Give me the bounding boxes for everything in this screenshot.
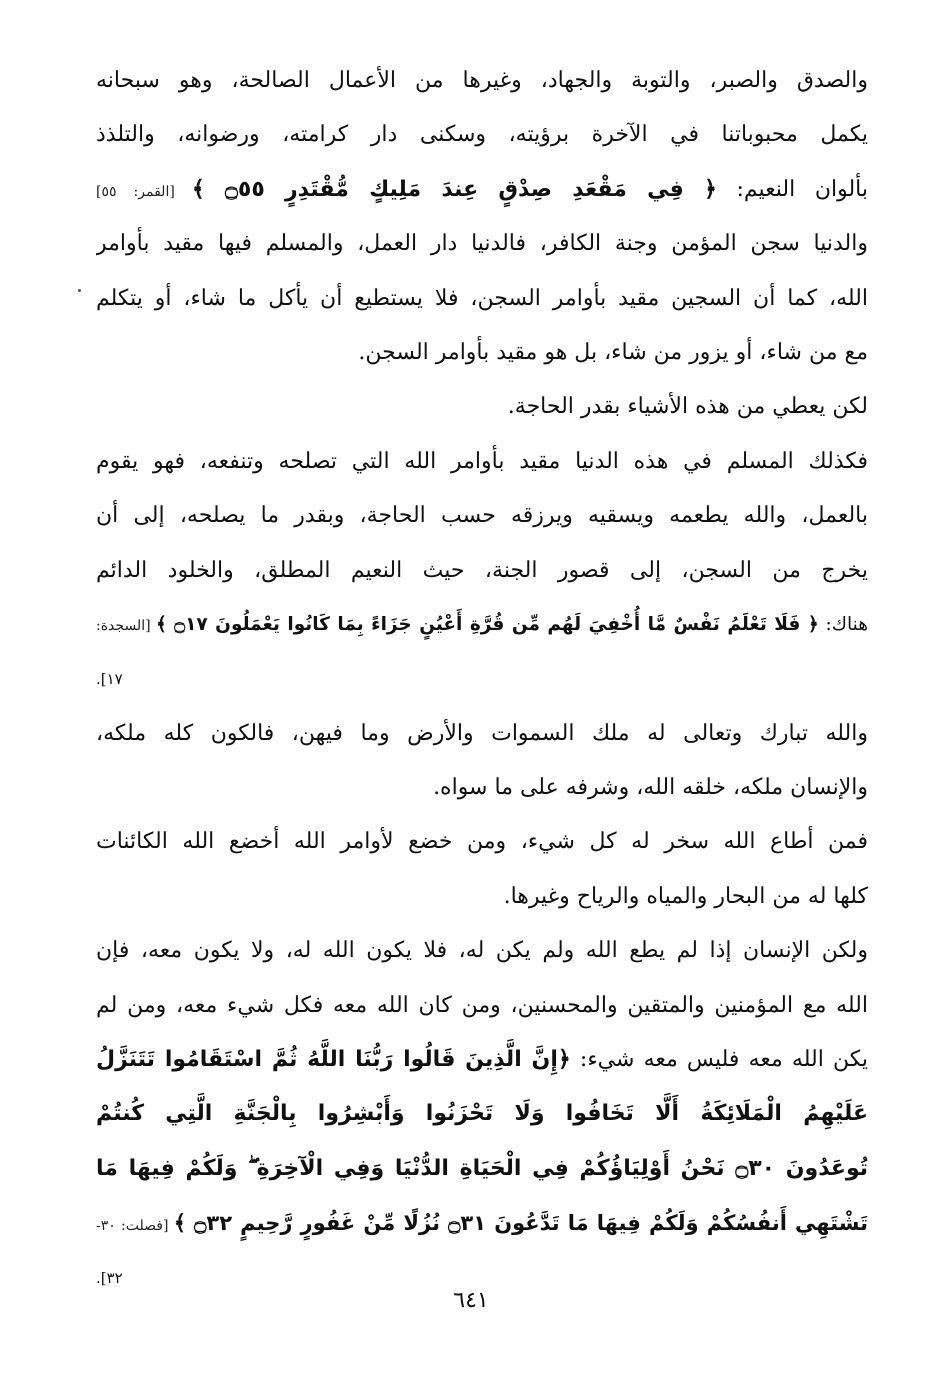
text-line: ولكن الإنسان إذا لم يطع الله ولم يكن له، فلا يكون الله له، ولا يكون معه، فإن	[96, 938, 868, 964]
text-line: هناك: ﴿ فَلَا تَعْلَمُ نَفْسٌ مَّا أُخْفِيَ لَهُم مِّن قُرَّةِ أَعْيُنٍ جَزَاءً بِمَا كَانُوا يَعْمَلُونَ ۝١٧ ﴾ [السجدة:	[96, 613, 868, 635]
quran-line	[96, 1196, 868, 1250]
text-line: والله تبارك وتعالى له ملك السموات والأرض وما فيهن، فالكون كله ملكه،	[96, 720, 868, 746]
text-line: فمن أطاع الله سخر له كل شيء، ومن خضع لأوامر الله أخضع الله الكائنات	[96, 829, 868, 855]
quran-line	[96, 1087, 868, 1141]
text-line: الله مع المؤمنين والمتقين والمحسنين، ومن كان الله معه فكل شيء معه، ومن لم	[96, 992, 868, 1018]
verse-citation: [فصلت: ٣٠-	[96, 1218, 174, 1235]
scan-speck	[78, 289, 81, 292]
text-line: الله، كما أن السجين مقيد بأوامر السجن، فلا يستطيع أن يأكل ما شاء، أو يتكلم	[96, 285, 868, 311]
verse-citation: [القمر: ٥٥]	[96, 183, 192, 200]
quran-verse: تُوعَدُونَ ۝٣٠ نَحْنُ أَوْلِيَاؤُكُمْ فِي الْحَيَاةِ الدُّنْيَا وَفِي الْآخِرَةِ ۖ وَلَكُمْ فِيهَا مَا	[96, 1155, 868, 1181]
citation-continuation: ٣٢].	[96, 1268, 123, 1287]
page-number: ٦٤١	[453, 1288, 489, 1313]
text-line: بالعمل، والله يطعمه ويسقيه ويرزقه حسب الحاجة، وبقدر ما يصلحه، إلى أن	[96, 503, 868, 529]
quran-verse: ﴿إِنَّ الَّذِينَ قَالُوا رَبُّنَا اللَّهُ ثُمَّ اسْتَقَامُوا تَتَنَزَّلُ	[96, 1047, 571, 1073]
text-line: يخرج من السجن، إلى قصور الجنة، حيث النعيم المطلق، والخلود الدائم	[96, 557, 868, 583]
page-body	[96, 54, 868, 1305]
text-line: والصدق والصبر، والتوبة والجهاد، وغيرها من الأعمال الصالحة، وهو سبحانه	[96, 68, 868, 93]
text-line: يكمل محبوباتنا في الآخرة برؤيته، وسكنى دار كرامته، ورضوانه، والتلذذ	[96, 122, 868, 148]
quran-verse: تَشْتَهِي أَنفُسُكُمْ وَلَكُمْ فِيهَا مَا تَدَّعُونَ ۝٣١ نُزُلًا مِّنْ غَفُورٍ رَّحِيمٍ ۝٣٢ ﴾	[173, 1211, 868, 1236]
text-line: لكن يعطي من هذه الأشياء بقدر الحاجة.	[507, 394, 868, 420]
text-line: والدنيا سجن المؤمن وجنة الكافر، فالدنيا دار العمل، والمسلم فيها مقيد بأوامر	[96, 231, 868, 257]
text-line: فكذلك المسلم في هذه الدنيا مقيد بأوامر الله التي تصلحه وتنفعه، فهو يقوم	[96, 448, 868, 474]
text-line: والإنسان ملكه، خلقه الله، وشرفه على ما سواه.	[433, 775, 868, 801]
quran-verse: عَلَيْهِمُ الْمَلَائِكَةُ أَلَّا تَخَافُوا وَلَا تَحْزَنُوا وَأَبْشِرُوا بِالْجَنَّةِ الَّتِي كُنتُمْ	[96, 1101, 868, 1127]
text-line: مع من شاء، أو يزور من شاء، بل هو مقيد بأوامر السجن.	[358, 339, 868, 365]
text-line: يكن الله معه فليس معه شيء: ﴿إِنَّ الَّذِينَ قَالُوا رَبُّنَا اللَّهُ ثُمَّ اسْتَقَامُوا تَتَنَزَّلُ	[96, 1047, 868, 1073]
text-line: بألوان النعيم: ﴿ فِي مَقْعَدِ صِدْقٍ عِندَ مَلِيكٍ مُّقْتَدِرٍ ۝٥٥ ﴾ [القمر: ٥٥]	[96, 176, 868, 202]
quran-line	[96, 1142, 868, 1196]
quran-verse: ﴿ فَلَا تَعْلَمُ نَفْسٌ مَّا أُخْفِيَ لَهُم مِّن قُرَّةِ أَعْيُنٍ جَزَاءً بِمَا كَانُوا يَعْمَلُونَ ۝١٧ ﴾	[156, 613, 819, 635]
citation-continuation: ١٧].	[96, 670, 123, 689]
verse-citation: [السجدة:	[96, 617, 156, 634]
text-line: كلها له من البحار والمياه والرياح وغيرها.	[503, 883, 868, 909]
quran-verse: ﴿ فِي مَقْعَدِ صِدْقٍ عِندَ مَلِيكٍ مُّقْتَدِرٍ ۝٥٥ ﴾	[191, 176, 717, 202]
